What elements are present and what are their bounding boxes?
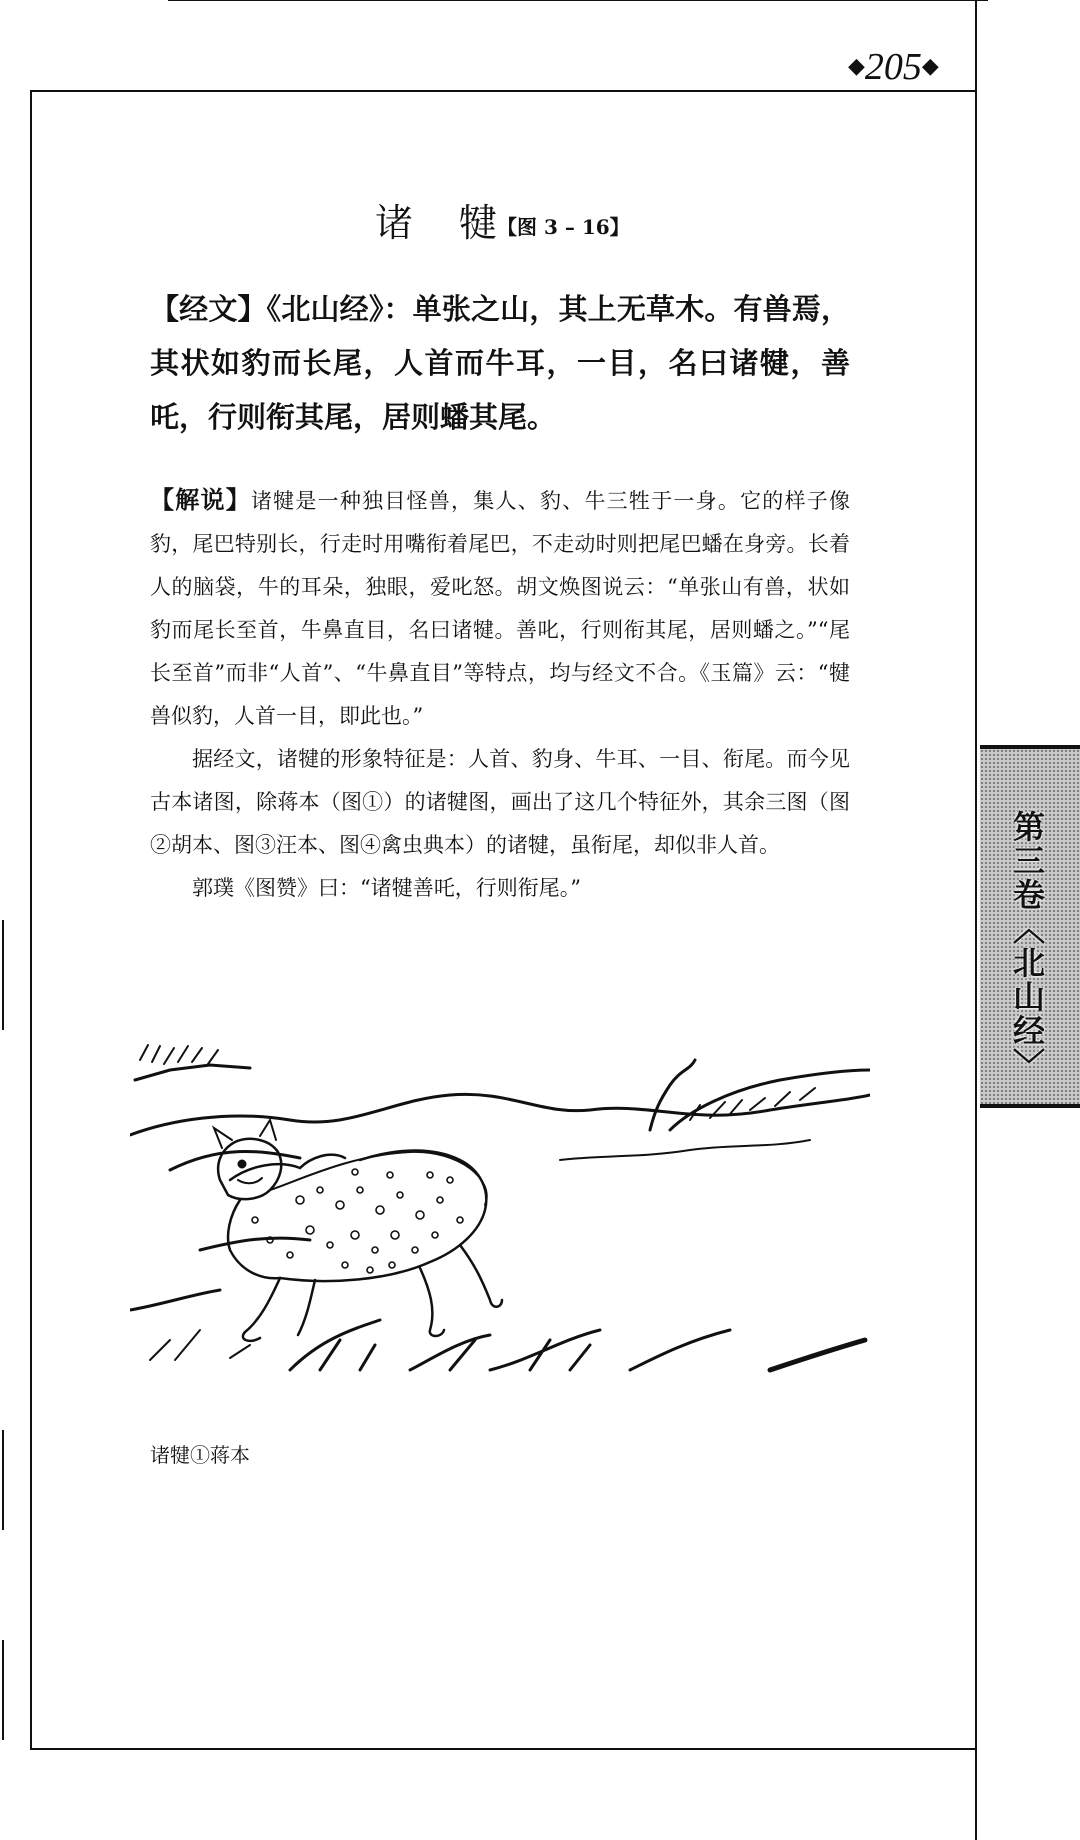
jingwen-paragraph — [150, 282, 850, 444]
figure-reference: 【图 3 – 16】 — [497, 215, 630, 239]
header-rule — [30, 90, 975, 92]
zhujian-illustration — [130, 1040, 870, 1390]
entry-title — [375, 195, 775, 251]
left-frame-line — [30, 90, 32, 1750]
right-frame-line — [975, 0, 977, 1840]
top-rule — [168, 0, 988, 1]
diamond-icon: ◆ — [921, 53, 939, 78]
page-number — [848, 44, 968, 88]
margin-mark — [2, 920, 4, 1030]
page-number-text: 205 — [864, 46, 922, 88]
jiexi-paragraph-2: 据经文，诸犍的形象特征是：人首、豹身、牛耳、一目、衔尾。而今见古本诸图，除蒋本（图①）的诸犍图，画出了这几个特征外，其余三图（图②胡本、图③汪本、图④禽虫典本）的诸犍，虽衔尾，却似非人首。 — [150, 747, 850, 857]
jiexi-paragraph-3: 郭璞《图赞》曰：“诸犍善吒，行则衔尾。” — [192, 876, 581, 900]
jingwen-label: 【经文】 — [150, 292, 267, 326]
jiexi-paragraph-1 — [150, 478, 850, 738]
jiexi-section — [150, 478, 850, 910]
jiexi-text-1: 诸犍是一种独目怪兽，集人、豹、牛三牲于一身。它的样子像豹，尾巴特别长，行走时用嘴衔着尾巴，不走动时则把尾巴蟠在身旁。长着人的脑袋，牛的耳朵，独眼，爱叱怒。胡文焕图说云：“单张山有兽，状如豹而尾长至首，牛鼻直目，名曰诸犍。善叱，行则衔其尾，居则蟠之。”“尾长至首”而非“人首”、“牛鼻直目”等特点，均与经文不合。《玉篇》云：“犍兽似豹，人首一目，即此也。” — [150, 489, 851, 728]
chapter-side-text: 第三卷〈北山经〉 — [1008, 810, 1046, 1082]
figure-caption: 诸犍①蒋本 — [150, 1443, 250, 1467]
diamond-icon: ◆ — [848, 53, 865, 78]
margin-mark — [2, 1640, 4, 1740]
margin-mark — [2, 1430, 4, 1530]
footer-rule — [30, 1748, 975, 1750]
jingwen-text: 《北山经》：单张之山，其上无草木。有兽焉，其状如豹而长尾，人首而牛耳，一目，名曰诸犍，善吒，行则衔其尾，居则蟠其尾。 — [150, 292, 850, 434]
jiexi-label: 【解说】 — [150, 485, 251, 514]
title-char-2: 犍 — [459, 201, 498, 245]
title-char-1: 诸 — [375, 201, 414, 245]
